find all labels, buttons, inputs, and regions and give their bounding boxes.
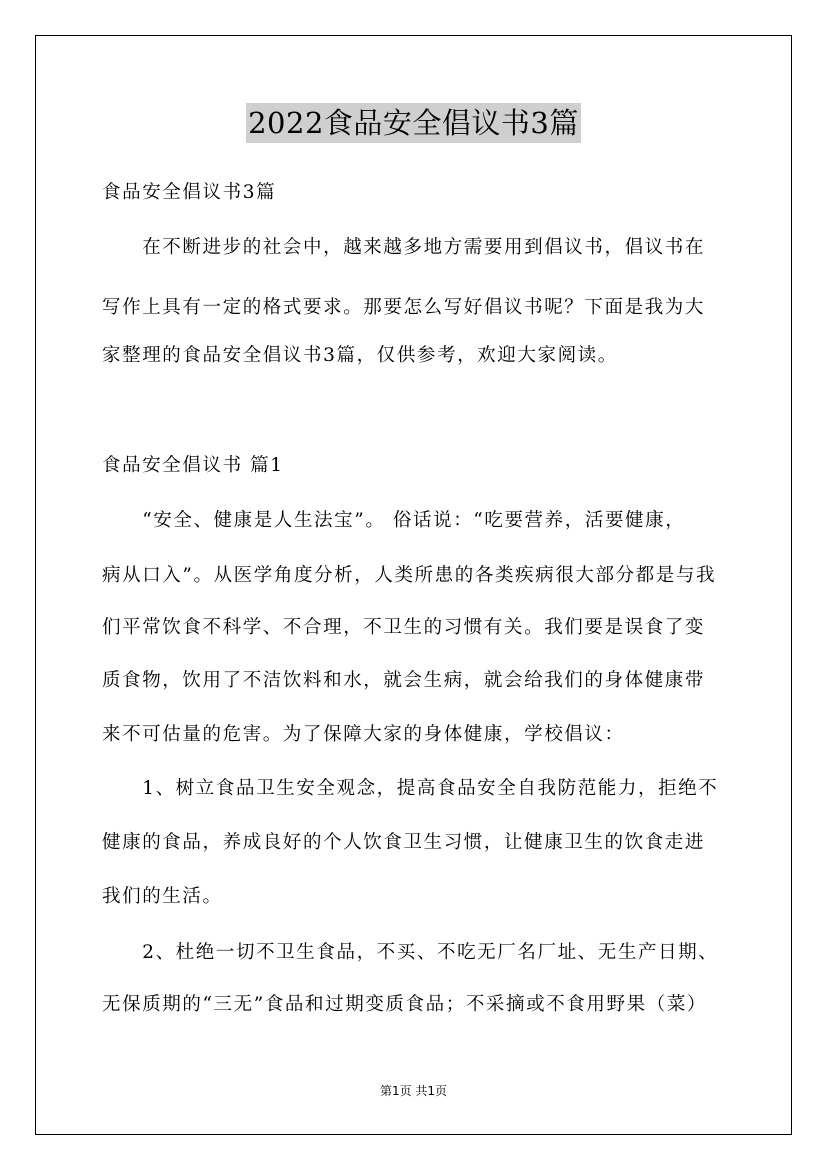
page-footer: 第1页 共1页 (379, 1084, 448, 1098)
body-line-3: 们平常饮食不科学、不合理，不卫生的习惯有关。我们要是误食了变 (102, 617, 706, 638)
document-title: 2022食品安全倡议书3篇 (246, 103, 581, 143)
document-title-container (0, 103, 827, 143)
body-line-1: “安全、健康是人生法宝”。 俗话说：“吃要营养，活要健康， (102, 510, 686, 531)
item1-line-1: 1、树立食品卫生安全观念，提高食品安全自我防范能力，拒绝不 (102, 778, 719, 799)
item2-line-1: 2、杜绝一切不卫生食品，不买、不吃无厂名厂址、无生产日期、 (102, 942, 719, 963)
body-line-5: 来不可估量的危害。为了保障大家的身体健康，学校倡议： (102, 724, 625, 745)
body-line-2: 病从口入”。从医学角度分析，人类所患的各类疾病很大部分都是与我 (102, 565, 717, 586)
section-heading: 食品安全倡议书 篇1 (102, 455, 284, 476)
item1-line-2: 健康的食品，养成良好的个人饮食卫生习惯，让健康卫生的饮食走进 (102, 832, 706, 853)
item2-line-2: 无保质期的“三无”食品和过期变质食品；不采摘或不食用野果（菜） (102, 994, 708, 1015)
intro-line-2: 写作上具有一定的格式要求。那要怎么写好倡议书呢？下面是我为大 (102, 297, 706, 318)
body-line-4: 质食物，饮用了不洁饮料和水，就会生病，就会给我们的身体健康带 (102, 670, 706, 691)
intro-line-1: 在不断进步的社会中，越来越多地方需要用到倡议书，倡议书在 (102, 237, 706, 258)
intro-line-3: 家整理的食品安全倡议书3篇，仅供参考，欢迎大家阅读。 (102, 345, 618, 366)
item1-line-3: 我们的生活。 (102, 886, 223, 907)
subtitle: 食品安全倡议书3篇 (102, 182, 277, 203)
